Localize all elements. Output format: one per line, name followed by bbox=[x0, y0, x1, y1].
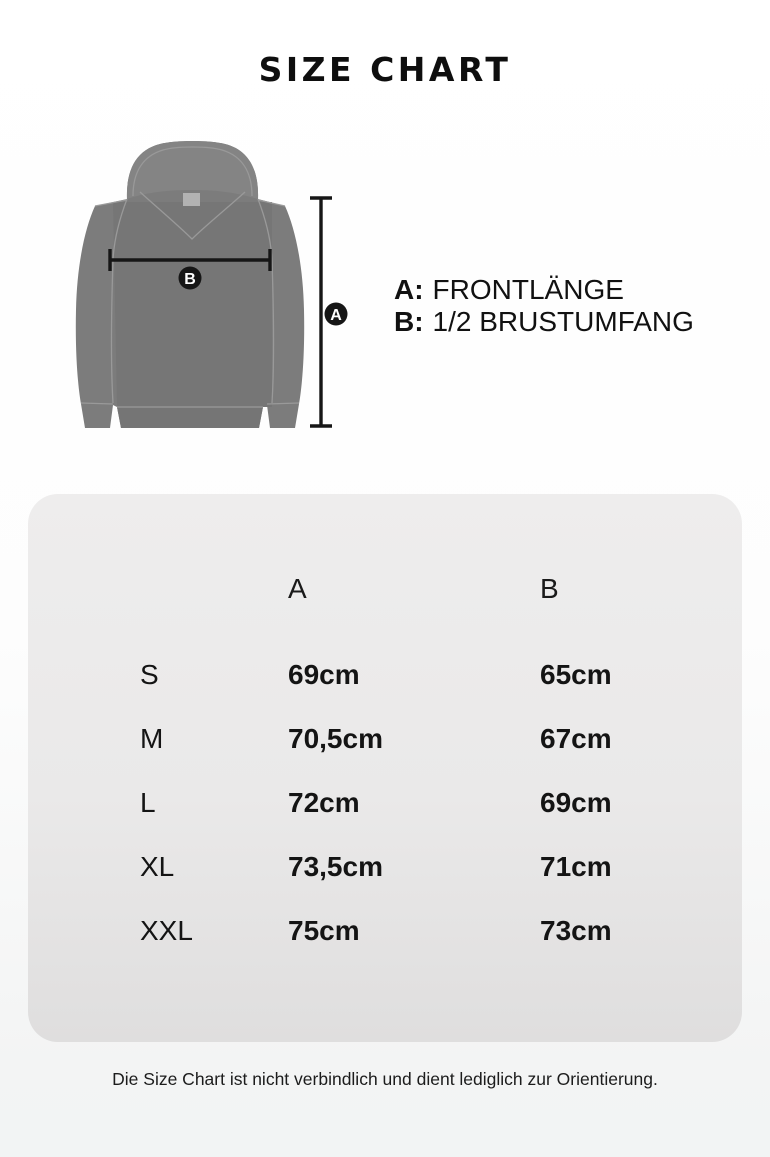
size-table-card bbox=[28, 494, 742, 1042]
hoodie-illustration bbox=[55, 130, 355, 440]
legend-key-b: B: bbox=[394, 306, 424, 337]
value-b-cell: 67cm bbox=[540, 723, 612, 754]
legend-item-b bbox=[394, 306, 694, 338]
column-header-b: B bbox=[540, 573, 559, 604]
size-cell: S bbox=[140, 659, 159, 690]
legend-label-b: 1/2 BRUSTUMFANG bbox=[432, 306, 694, 337]
table-row bbox=[28, 707, 742, 771]
size-cell: XXL bbox=[140, 915, 193, 946]
marker-a-badge bbox=[325, 303, 348, 326]
measurement-legend bbox=[394, 274, 694, 338]
table-row bbox=[28, 643, 742, 707]
value-a-cell: 69cm bbox=[288, 659, 360, 690]
table-row bbox=[28, 835, 742, 899]
hoodie-hem bbox=[117, 407, 263, 428]
disclaimer-text: Die Size Chart ist nicht verbindlich und dient lediglich zur Orientierung. bbox=[112, 1069, 658, 1089]
table-row bbox=[28, 899, 742, 963]
neck-label-tag bbox=[183, 193, 200, 206]
size-cell: M bbox=[140, 723, 164, 754]
value-b-cell: 65cm bbox=[540, 659, 612, 690]
value-a-cell: 72cm bbox=[288, 787, 360, 818]
value-b-cell: 73cm bbox=[540, 915, 612, 946]
value-b-cell: 69cm bbox=[540, 787, 612, 818]
hoodie-torso bbox=[113, 202, 272, 407]
size-cell: XL bbox=[140, 851, 175, 882]
marker-b-letter: B bbox=[184, 271, 196, 288]
value-a-cell: 70,5cm bbox=[288, 723, 383, 754]
value-a-cell: 73,5cm bbox=[288, 851, 383, 882]
legend-label-a: FRONTLÄNGE bbox=[432, 274, 624, 305]
size-cell: L bbox=[140, 787, 156, 818]
column-header-a: A bbox=[288, 573, 307, 604]
page-title: SIZE CHART bbox=[258, 50, 512, 89]
marker-b-badge bbox=[179, 267, 202, 290]
value-b-cell: 71cm bbox=[540, 851, 612, 882]
value-a-cell: 75cm bbox=[288, 915, 360, 946]
size-table-header bbox=[28, 569, 742, 609]
table-row bbox=[28, 771, 742, 835]
legend-key-a: A: bbox=[394, 274, 424, 305]
marker-a-letter: A bbox=[330, 307, 342, 324]
legend-item-a bbox=[394, 274, 694, 306]
